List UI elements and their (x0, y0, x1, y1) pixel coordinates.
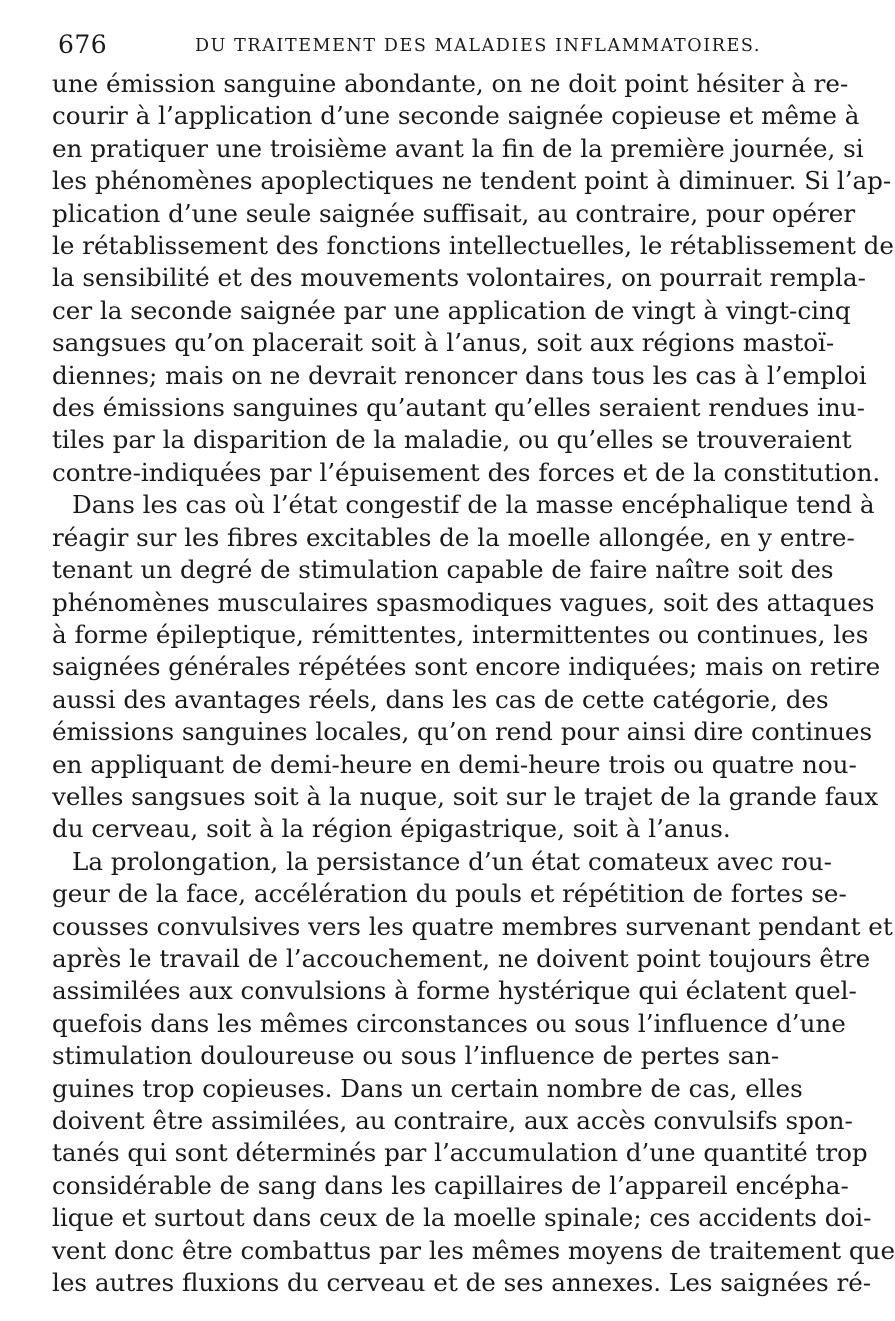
text-line: courir à l’application d’une seconde saignée copieuse et même à (52, 101, 860, 131)
text-line: sangsues qu’on placerait soit à l’anus, soit aux régions mastoï- (52, 328, 835, 358)
body-text (52, 68, 895, 1299)
text-line: contre-indiquées par l’épuisement des forces et de la constitution. (52, 457, 881, 487)
text-line: Dans les cas où l’état congestif de la masse encéphalique tend à (72, 490, 875, 520)
text-line: lique et surtout dans ceux de la moelle spinale; ces accidents doi- (52, 1203, 872, 1233)
text-line: les autres fluxions du cerveau et de ses annexes. Les saignées ré- (52, 1268, 872, 1298)
text-line: réagir sur les fibres excitables de la moelle allongée, en y entre- (52, 522, 855, 552)
text-line: en appliquant de demi-heure en demi-heure trois ou quatre nou- (52, 749, 857, 779)
text-line: les phénomènes apoplectiques ne tendent point à diminuer. Si l’ap- (52, 166, 892, 196)
text-line: plication d’une seule saignée suffisait, au contraire, pour opérer (52, 198, 856, 228)
text-line: émissions sanguines locales, qu’on rend pour ainsi dire continues (52, 717, 873, 747)
text-line: diennes; mais on ne devrait renoncer dans tous les cas à l’emploi (52, 360, 867, 390)
text-line: saignées générales répétées sont encore indiquées; mais on retire (52, 652, 881, 682)
text-line: aussi des avantages réels, dans les cas de cette catégorie, des (52, 684, 829, 714)
paragraph-1 (52, 68, 894, 489)
text-line: assimilées aux convulsions à forme hystérique qui éclatent quel- (52, 976, 857, 1006)
text-line: velles sangsues soit à la nuque, soit sur le trajet de la grande faux (52, 781, 879, 811)
text-line: tenant un degré de stimulation capable de faire naître soit des (52, 555, 834, 585)
text-line: à forme épileptique, rémittentes, intermittentes ou continues, les (52, 619, 869, 649)
page-number: 676 (58, 30, 108, 59)
page-header (52, 30, 770, 66)
text-line: quefois dans les mêmes circonstances ou sous l’influence d’une (52, 1008, 846, 1038)
paragraph-2 (52, 489, 881, 845)
text-line: La prolongation, la persistance d’un état comateux avec rou- (72, 846, 832, 876)
text-line: cousses convulsives vers les quatre membres survenant pendant et (52, 911, 893, 941)
text-line: des émissions sanguines qu’autant qu’elles seraient rendues inu- (52, 393, 865, 423)
text-line: en pratiquer une troisième avant la fin de la première journée, si (52, 133, 864, 163)
text-line: stimulation douloureuse ou sous l’influence de pertes san- (52, 1041, 780, 1071)
text-line: considérable de sang dans les capillaires de l’appareil encépha- (52, 1170, 849, 1200)
running-head: DU TRAITEMENT DES MALADIES INFLAMMATOIRES. (195, 36, 762, 56)
text-line: vent donc être combattus par les mêmes moyens de traitement que (52, 1235, 895, 1265)
text-line: le rétablissement des fonctions intellectuelles, le rétablissement de (52, 231, 894, 261)
text-line: tiles par la disparition de la maladie, ou qu’elles se trouveraient (52, 425, 852, 455)
text-line: du cerveau, soit à la région épigastrique, soit à l’anus. (52, 814, 731, 844)
text-line: doivent être assimilées, au contraire, aux accès convulsifs spon- (52, 1106, 853, 1135)
text-line: geur de la face, accélération du pouls et répétition de fortes se- (52, 879, 847, 909)
text-line: une émission sanguine abondante, on ne doit point hésiter à re- (52, 69, 849, 98)
text-line: la sensibilité et des mouvements volontaires, on pourrait rempla- (52, 263, 866, 293)
paragraph-3 (52, 846, 895, 1300)
text-line: tanés qui sont déterminés par l’accumulation d’une quantité trop (52, 1138, 868, 1168)
text-line: guines trop copieuses. Dans un certain nombre de cas, elles (52, 1073, 803, 1103)
text-line: phénomènes musculaires spasmodiques vagues, soit des attaques (52, 587, 875, 617)
text-line: cer la seconde saignée par une application de vingt à vingt-cinq (52, 295, 851, 325)
text-line: après le travail de l’accouchement, ne doivent point toujours être (52, 943, 871, 973)
